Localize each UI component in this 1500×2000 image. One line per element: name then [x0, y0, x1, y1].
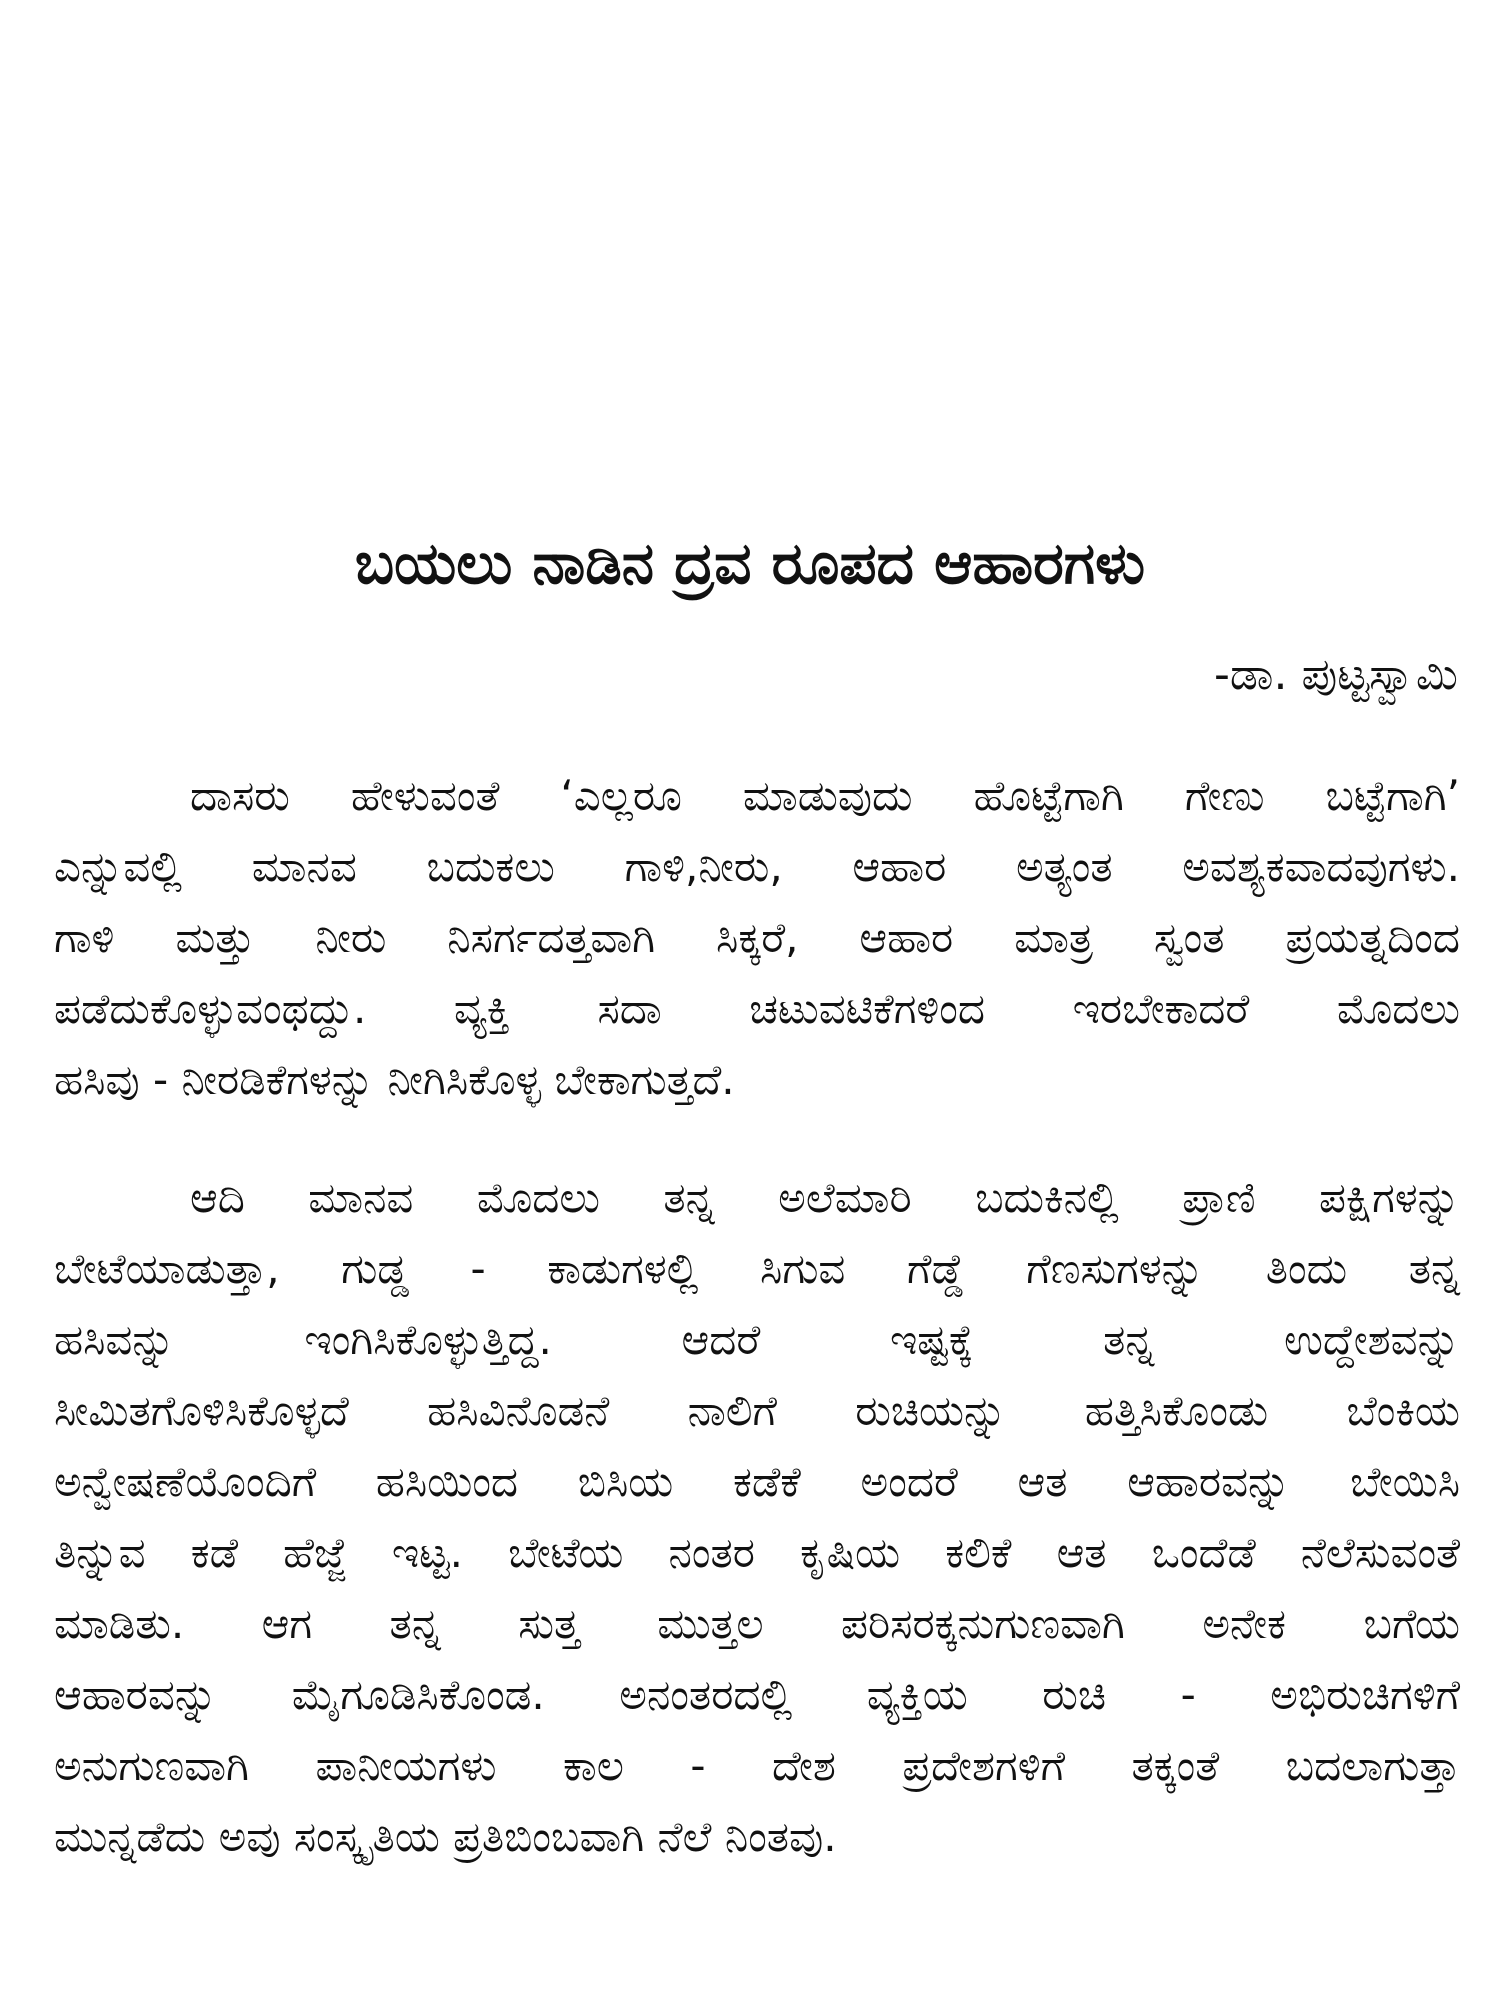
text-line: ಪಡೆದುಕೊಳ್ಳುವಂಥದ್ದು. ವ್ಯಕ್ತಿ ಸದಾ ಚಟುವಟಿಕೆಗಳಿಂದ ಇರಬೇಕಾದರೆ ಮೊದಲು [54, 984, 1460, 1033]
text-line: ಬೇಟೆಯಾಡುತ್ತಾ, ಗುಡ್ಡ - ಕಾಡುಗಳಲ್ಲಿ ಸಿಗುವ ಗೆಡ್ಡೆ ಗೆಣಸುಗಳನ್ನು ತಿಂದು ತನ್ನ [54, 1244, 1460, 1293]
text-line: ಆಹಾರವನ್ನು ಮೈಗೂಡಿಸಿಕೊಂಡ. ಅನಂತರದಲ್ಲಿ ವ್ಯಕ್ತಿಯ ರುಚಿ - ಅಭಿರುಚಿಗಳಿಗೆ [54, 1670, 1460, 1719]
author-byline: -ಡಾ. ಪುಟ್ಟಸ್ವಾಮಿ [1214, 649, 1458, 700]
text-line: ಅನುಗುಣವಾಗಿ ಪಾನೀಯಗಳು ಕಾಲ - ದೇಶ ಪ್ರದೇಶಗಳಿಗೆ ತಕ್ಕಂತೆ ಬದಲಾಗುತ್ತಾ [54, 1741, 1460, 1790]
text-line: ಸೀಮಿತಗೊಳಿಸಿಕೊಳ್ಳದೆ ಹಸಿವಿನೊಡನೆ ನಾಲಿಗೆ ರುಚಿಯನ್ನು ಹತ್ತಿಸಿಕೊಂಡು ಬೆಂಕಿಯ [54, 1386, 1460, 1435]
text-line: ದಾಸರು ಹೇಳುವಂತೆ ‘ಎಲ್ಲರೂ ಮಾಡುವುದು ಹೊಟ್ಟೆಗಾಗಿ ಗೇಣು ಬಟ್ಟೆಗಾಗಿ’ [190, 771, 1460, 820]
text-line: ತಿನ್ನುವ ಕಡೆ ಹೆಜ್ಜೆ ಇಟ್ಟ. ಬೇಟೆಯ ನಂತರ ಕೃಷಿಯ ಕಲಿಕೆ ಆತ ಒಂದೆಡೆ ನೆಲೆಸುವಂತೆ [54, 1528, 1460, 1577]
text-line: ಹಸಿವು - ನೀರಡಿಕೆಗಳನ್ನು ನೀಗಿಸಿಕೊಳ್ಳ ಬೇಕಾಗುತ್ತದೆ. [54, 1055, 735, 1104]
text-line: ಎನ್ನುವಲ್ಲಿ ಮಾನವ ಬದುಕಲು ಗಾಳಿ,ನೀರು, ಆಹಾರ ಅತ್ಯಂತ ಅವಶ್ಯಕವಾದವುಗಳು. [54, 842, 1460, 891]
text-line: ಆದಿ ಮಾನವ ಮೊದಲು ತನ್ನ ಅಲೆಮಾರಿ ಬದುಕಿನಲ್ಲಿ ಪ್ರಾಣಿ ಪಕ್ಷಿಗಳನ್ನು [190, 1173, 1460, 1222]
article-title: ಬಯಲು ನಾಡಿನ ದ್ರವ ರೂಪದ ಆಹಾರಗಳು [354, 529, 1146, 597]
text-line: ಗಾಳಿ ಮತ್ತು ನೀರು ನಿಸರ್ಗದತ್ತವಾಗಿ ಸಿಕ್ಕರೆ, ಆಹಾರ ಮಾತ್ರ ಸ್ವಂತ ಪ್ರಯತ್ನದಿಂದ [54, 913, 1460, 962]
text-line: ಅನ್ವೇಷಣೆಯೊಂದಿಗೆ ಹಸಿಯಿಂದ ಬಿಸಿಯ ಕಡೆಕೆ ಅಂದರೆ ಆತ ಆಹಾರವನ್ನು ಬೇಯಿಸಿ [54, 1457, 1460, 1506]
text-line: ಮುನ್ನಡೆದು ಅವು ಸಂಸ್ಕೃತಿಯ ಪ್ರತಿಬಿಂಬವಾಗಿ ನೆಲೆ ನಿಂತವು. [54, 1812, 837, 1861]
text-line: ಹಸಿವನ್ನು ಇಂಗಿಸಿಕೊಳ್ಳುತ್ತಿದ್ದ. ಆದರೆ ಇಷ್ಟಕ್ಕೆ ತನ್ನ ಉದ್ದೇಶವನ್ನು [54, 1315, 1460, 1364]
text-line: ಮಾಡಿತು. ಆಗ ತನ್ನ ಸುತ್ತ ಮುತ್ತಲ ಪರಿಸರಕ್ಕನುಗುಣವಾಗಿ ಅನೇಕ ಬಗೆಯ [54, 1599, 1460, 1648]
